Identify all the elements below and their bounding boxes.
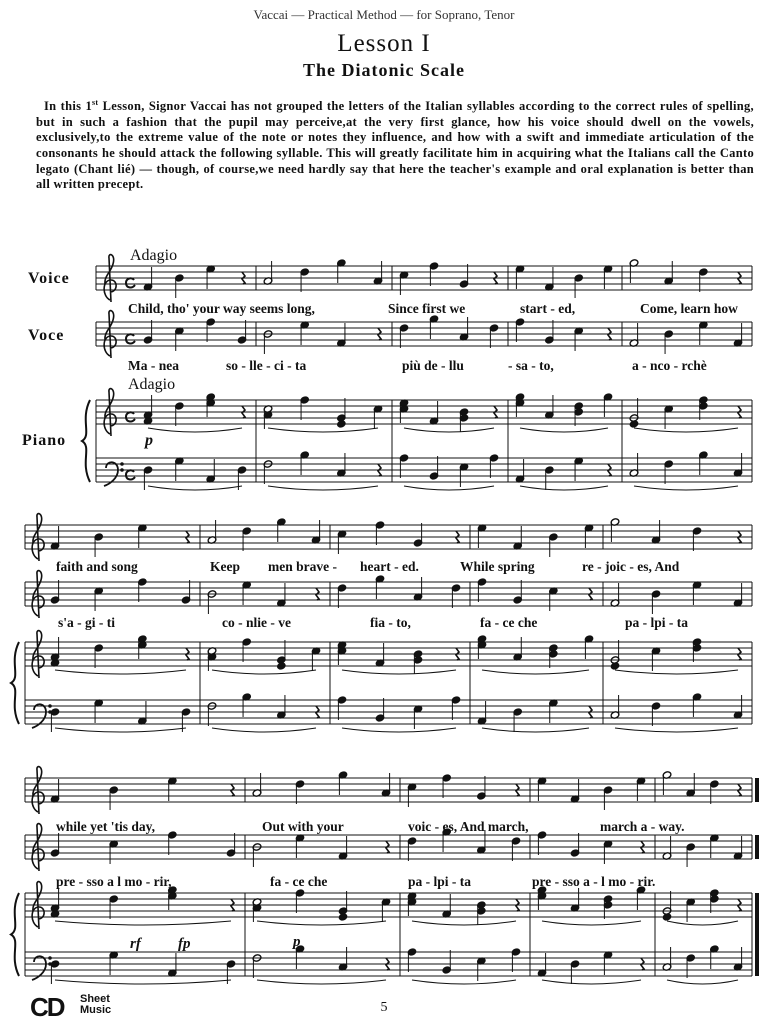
lyric-en-2-4: heart - ed. [360, 559, 419, 574]
lyric-it-1-3: più de - llu [402, 358, 464, 373]
lyric-it-2-1: s'a - gi - ti [58, 615, 115, 630]
common-time [126, 278, 135, 287]
slur [55, 728, 186, 732]
slur [148, 486, 242, 490]
lyric-it-3-4: pre - sso a - l mo - rir. [532, 874, 656, 889]
dynamic-fp: fp [178, 936, 191, 952]
note-head [338, 913, 348, 921]
slur [257, 980, 386, 984]
lyric-en-1-4: Come, learn how [640, 301, 738, 316]
slur [542, 980, 641, 984]
logo-wordmark: Sheet Music [80, 993, 112, 1016]
lyric-it-1-4: - sa - to, [508, 358, 554, 373]
piano-brace [11, 642, 19, 724]
slur [55, 921, 231, 925]
common-time [126, 470, 135, 479]
slur [404, 486, 494, 490]
slur [542, 921, 641, 925]
lyric-en-1-2: Since first we [388, 301, 466, 316]
bass-clef-dot [49, 957, 52, 960]
tempo-marking: Adagio [130, 247, 178, 264]
slur [482, 670, 589, 674]
slur [268, 486, 378, 490]
lyric-en-2-1: faith and song [56, 559, 138, 574]
lyric-en-2-3: men brave - [268, 559, 337, 574]
slur [412, 980, 516, 984]
page-title: Lesson I [337, 30, 431, 57]
slur [412, 921, 516, 925]
slur [257, 921, 386, 925]
lyric-it-3-2: fa - ce che [270, 874, 328, 889]
dynamic-rf: rf [130, 936, 141, 952]
lyric-en-3-4: march a - way. [600, 819, 685, 834]
lyric-it-3-1: pre - sso a l mo - rir, [56, 874, 172, 889]
page-header: Vaccai — Practical Method — for Soprano, Tenor [253, 7, 515, 22]
lyric-en-2-6: re - joic - es, And [582, 559, 680, 574]
slur [520, 428, 608, 432]
page-subtitle: The Diatonic Scale [303, 60, 465, 80]
lyric-en-2-2: Keep [210, 559, 240, 574]
note-head [610, 662, 620, 670]
lyric-it-3-3: pa - lpi - ta [408, 874, 472, 889]
lyric-it-1-1: Ma - nea [128, 358, 179, 373]
part-label-piano: Piano [22, 432, 67, 449]
dynamic-p-2: p [293, 934, 301, 950]
slur [615, 728, 738, 732]
slur [212, 728, 316, 732]
slur [148, 428, 242, 432]
logo-cd-mark: CD [30, 992, 64, 1022]
lyric-it-2-4: fa - ce che [480, 615, 538, 630]
common-time [126, 334, 135, 343]
lyric-en-1-1: Child, tho' your way seems long, [128, 301, 315, 316]
slur [342, 670, 456, 674]
slur [634, 428, 738, 432]
bass-clef-dot [49, 705, 52, 708]
lyric-en-2-5: While spring [460, 559, 535, 574]
note-head [662, 913, 672, 921]
lyric-it-1-5: a - nco - rchè [632, 358, 707, 373]
lyric-en-1-3: start - ed, [520, 301, 576, 316]
bass-clef-dot [121, 463, 124, 466]
slur [212, 670, 316, 674]
piano-brace [82, 400, 90, 482]
lyric-it-2-5: pa - lpi - ta [625, 615, 689, 630]
lyric-it-2-3: fia - to, [370, 615, 411, 630]
intro-paragraph: In this 1st Lesson, Signor Vaccai has not grouped the letters of the Italian syllables according to the correct rules of spelling, but in such a fashion that the pupil may perceive,at the very first glance, how his voice should dwell on the vowels, exclusively,to the extreme value of the note or notes they influence, and how with a swift and immediate articulation of the consonants he should attack the following syllable. This will greatly facilitate him in acquiring what the Italians call the Canto legato (Chant lié) ― though, of course,we need hardly say that here the teacher's example and oral explanation is better than all written precept. [36, 98, 754, 192]
slur [520, 486, 608, 490]
slur [268, 428, 378, 432]
piano-brace [11, 893, 19, 976]
slur [667, 921, 738, 925]
page-number: 5 [380, 1000, 388, 1015]
slur [55, 980, 231, 984]
lyric-it-1-2: so - lle - ci - ta [226, 358, 307, 373]
slur [482, 728, 589, 732]
part-label-voce: Voce [28, 327, 65, 344]
slur [55, 670, 186, 674]
lyric-en-3-3: voic - es, And march, [408, 819, 529, 834]
slur [404, 428, 494, 432]
part-label-voice: Voice [28, 270, 70, 287]
slur [342, 728, 456, 732]
lyric-en-3-1: while yet 'tis day, [56, 819, 156, 834]
tempo-marking-piano: Adagio [128, 376, 176, 393]
lyric-en-3-2: Out with your [262, 819, 344, 834]
slur [615, 670, 738, 674]
note-head [277, 662, 287, 670]
note-head [629, 420, 639, 428]
bass-clef-dot [121, 469, 124, 472]
dynamic-p: p [145, 432, 153, 449]
note-head [337, 420, 347, 428]
slur [667, 980, 738, 984]
lyric-it-2-2: co - nlie - ve [222, 615, 291, 630]
common-time [126, 412, 135, 421]
slur [634, 486, 738, 490]
